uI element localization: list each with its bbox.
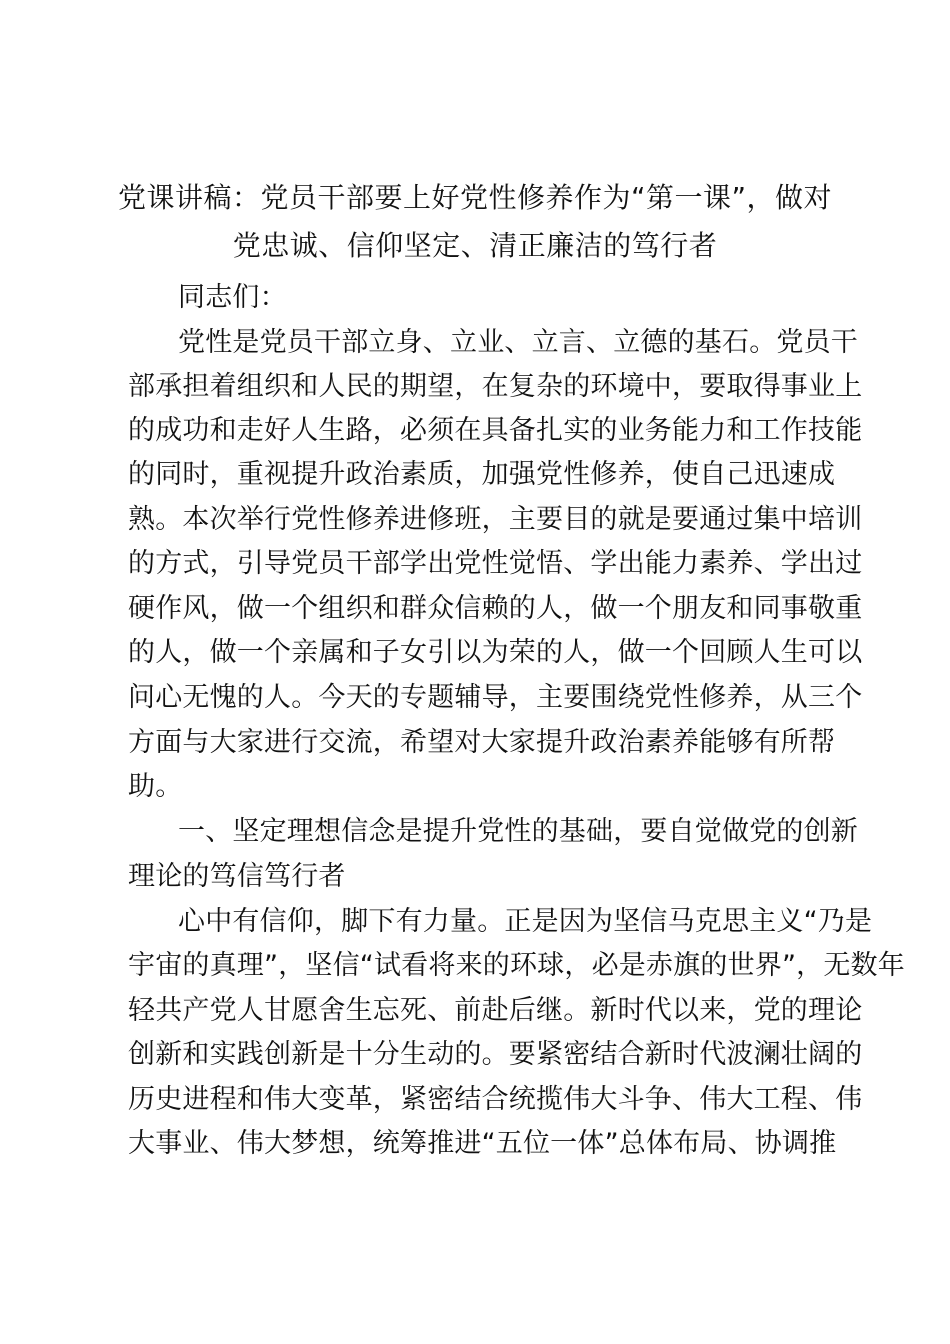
paragraph-line: 熟。本次举行党性修养进修班，主要目的就是要通过集中培训 (128, 504, 863, 535)
section-heading-line: 一、坚定理想信念是提升党性的基础，要自觉做党的创新 (178, 816, 858, 847)
paragraph-line: 的同时，重视提升政治素质，加强党性修养，使自己迅速成 (128, 459, 836, 490)
paragraph-line: 心中有信仰，脚下有力量。正是因为坚信马克思主义“乃是 (178, 906, 873, 937)
paragraph-line: 助。 (128, 771, 183, 802)
paragraph-line: 历史进程和伟大变革，紧密结合统揽伟大斗争、伟大工程、伟 (128, 1084, 863, 1115)
paragraph-line: 问心无愧的人。今天的专题辅导，主要围绕党性修养，从三个 (128, 682, 863, 713)
document-title-line-2: 党忠诚、信仰坚定、清正廉洁的笃行者 (232, 229, 718, 262)
paragraph-line: 的成功和走好人生路，必须在具备扎实的业务能力和工作技能 (128, 415, 863, 446)
paragraph-line: 创新和实践创新是十分生动的。要紧密结合新时代波澜壮阔的 (128, 1039, 863, 1070)
section-heading-line: 理论的笃信笃行者 (128, 861, 346, 892)
paragraph-line: 大事业、伟大梦想，统筹推进“五位一体”总体布局、协调推 (128, 1128, 837, 1159)
paragraph-line: 宇宙的真理”，坚信“试看将来的环球，必是赤旗的世界”，无数年 (128, 950, 905, 981)
paragraph-line: 的人，做一个亲属和子女引以为荣的人，做一个回顾人生可以 (128, 637, 863, 668)
paragraph-line: 轻共产党人甘愿舍生忘死、前赴后继。新时代以来，党的理论 (128, 995, 863, 1026)
document-title-line-1: 党课讲稿：党员干部要上好党性修养作为“第一课”，做对 (117, 181, 832, 214)
salutation: 同志们： (178, 282, 287, 313)
paragraph-line: 党性是党员干部立身、立业、立言、立德的基石。党员干 (178, 327, 858, 358)
paragraph-line: 硬作风，做一个组织和群众信赖的人，做一个朋友和同事敬重 (128, 593, 863, 624)
paragraph-line: 部承担着组织和人民的期望，在复杂的环境中，要取得事业上 (128, 371, 863, 402)
paragraph-line: 的方式，引导党员干部学出党性觉悟、学出能力素养、学出过 (128, 548, 863, 579)
paragraph-line: 方面与大家进行交流，希望对大家提升政治素养能够有所帮 (128, 727, 836, 758)
